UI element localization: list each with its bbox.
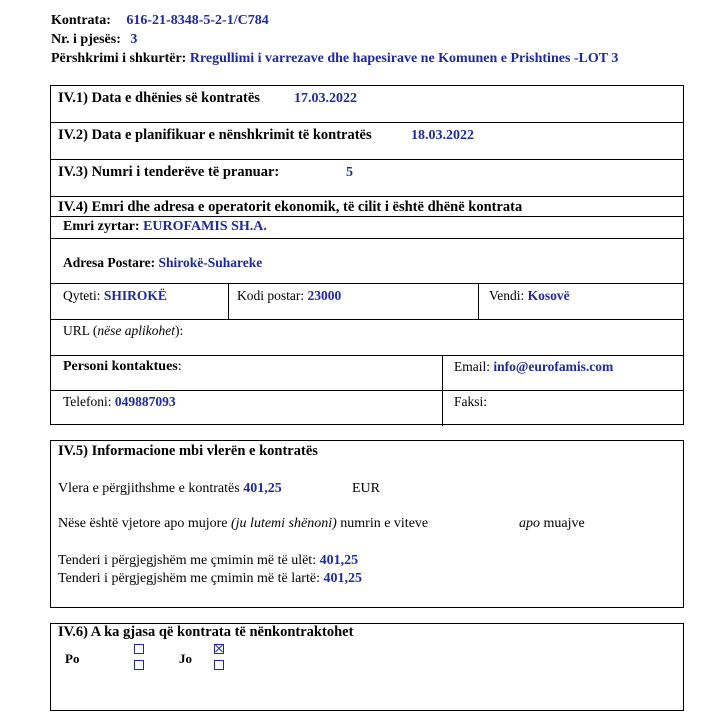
tender-count-value: 5 bbox=[346, 165, 353, 180]
divider bbox=[228, 284, 229, 319]
official-name-line bbox=[63, 219, 267, 235]
country-label: Vendi: bbox=[489, 288, 525, 303]
contact-person-line bbox=[63, 359, 182, 375]
url-label: URL ( bbox=[63, 323, 98, 338]
row-contact-email bbox=[51, 356, 683, 391]
contract-number: 616-21-8348-5-2-1/C784 bbox=[126, 13, 269, 28]
duration-text: Nëse është vjetore apo mujore bbox=[58, 516, 228, 531]
duration-years: numrin e viteve bbox=[340, 516, 429, 531]
divider bbox=[442, 391, 443, 426]
phone-label: Telefoni: bbox=[63, 394, 112, 409]
total-value-line bbox=[58, 481, 282, 497]
duration-or-months bbox=[519, 516, 585, 532]
row-city-postcode-country bbox=[51, 284, 683, 320]
email-label: Email: bbox=[454, 359, 490, 374]
phone-value: 049887093 bbox=[114, 394, 176, 409]
fax-label: Faksi: bbox=[454, 394, 488, 409]
contract-label: Kontrata: bbox=[51, 13, 111, 28]
highest-price-line bbox=[58, 571, 362, 587]
row-phone-fax bbox=[51, 391, 683, 426]
divider bbox=[51, 216, 683, 217]
total-value-amount: 401,25 bbox=[243, 481, 282, 496]
yes-label: Po bbox=[65, 651, 80, 666]
award-date-value: 17.03.2022 bbox=[294, 91, 357, 106]
row-award-date bbox=[51, 86, 683, 123]
official-name-value: EUROFAMIS SH.A. bbox=[143, 219, 267, 234]
postcode-label: Kodi postar: bbox=[237, 288, 305, 303]
no-checkbox[interactable] bbox=[214, 660, 224, 670]
postal-address-label: Adresa Postare: bbox=[63, 255, 156, 270]
row-url bbox=[51, 320, 683, 356]
url-note: nëse aplikohet bbox=[97, 323, 175, 338]
postal-address-value: Shirokë-Suhareke bbox=[158, 255, 263, 270]
highest-price-value: 401,25 bbox=[323, 571, 362, 586]
total-value-label: Vlera e përgjithshme e kontratës bbox=[58, 481, 240, 496]
award-date-label: IV.1) Data e dhënies së kontratës bbox=[58, 90, 260, 106]
row-signing-date bbox=[51, 123, 683, 160]
part-line bbox=[51, 32, 137, 48]
section-iv5-box bbox=[50, 440, 684, 608]
postal-address-line bbox=[63, 255, 262, 271]
description-label: Përshkrimi i shkurtër: bbox=[51, 51, 187, 66]
contract-line bbox=[51, 13, 269, 29]
lowest-price-label: Tenderi i përgjegjshëm me çmimin më të ulët: bbox=[58, 553, 317, 568]
no-label: Jo bbox=[179, 651, 192, 666]
operator-section-label: IV.4) Emri dhe adresa e operatorit ekonomik, të cilit i është dhënë kontrata bbox=[58, 199, 523, 215]
part-label: Nr. i pjesës: bbox=[51, 32, 121, 47]
description-line bbox=[51, 51, 618, 67]
official-name-label: Emri zyrtar: bbox=[63, 219, 140, 234]
highest-price-label: Tenderi i përgjegjshëm me çmimin më të lartë: bbox=[58, 571, 320, 586]
part-number: 3 bbox=[130, 32, 138, 47]
country-value: Kosovë bbox=[527, 288, 570, 303]
row-tender-count bbox=[51, 160, 683, 197]
email-value: info@eurofamis.com bbox=[493, 359, 614, 374]
city-label: Qyteti: bbox=[63, 288, 101, 303]
divider bbox=[478, 284, 479, 319]
duration-or: apo bbox=[519, 516, 540, 531]
city-value: SHIROKË bbox=[103, 288, 167, 303]
subcontract-section-label: IV.6) A ka gjasa që kontrata të nënkontraktohet bbox=[58, 624, 354, 640]
section-iv6-box bbox=[50, 623, 684, 711]
url-label-end: ): bbox=[174, 323, 184, 338]
postcode-value: 23000 bbox=[307, 288, 342, 303]
lowest-price-line bbox=[58, 553, 358, 569]
contact-person-label: Personi kontaktues bbox=[63, 359, 178, 374]
postcode-line bbox=[237, 288, 341, 304]
duration-note: (ju lutemi shënoni) bbox=[231, 516, 337, 531]
signing-date-label: IV.2) Data e planifikuar e nënshkrimit të kontratës bbox=[58, 127, 372, 143]
country-line bbox=[489, 288, 570, 304]
duration-line bbox=[58, 516, 428, 532]
tender-count-label: IV.3) Numri i tenderëve të pranuar: bbox=[58, 164, 280, 180]
contact-person-colon: : bbox=[177, 359, 182, 374]
description-value: Rregullimi i varrezave dhe hapesirave ne Komunen e Prishtines -LOT 3 bbox=[189, 51, 619, 66]
no-checkbox-checked[interactable] bbox=[214, 644, 224, 654]
lowest-price-value: 401,25 bbox=[319, 553, 359, 568]
phone-line bbox=[63, 394, 176, 410]
row-operator bbox=[51, 197, 683, 239]
section-iv1-iv4-box bbox=[50, 85, 684, 425]
email-line bbox=[454, 359, 613, 375]
city-line bbox=[63, 288, 167, 304]
yes-checkbox[interactable] bbox=[134, 660, 144, 670]
currency: EUR bbox=[352, 481, 380, 496]
duration-months: muajve bbox=[543, 516, 585, 531]
row-postal-address bbox=[51, 239, 683, 284]
signing-date-value: 18.03.2022 bbox=[411, 128, 474, 143]
contract-value-section-label: IV.5) Informacione mbi vlerën e kontratës bbox=[58, 443, 318, 459]
yes-checkbox-top[interactable] bbox=[134, 644, 144, 654]
divider bbox=[442, 356, 443, 390]
url-line bbox=[63, 323, 183, 339]
